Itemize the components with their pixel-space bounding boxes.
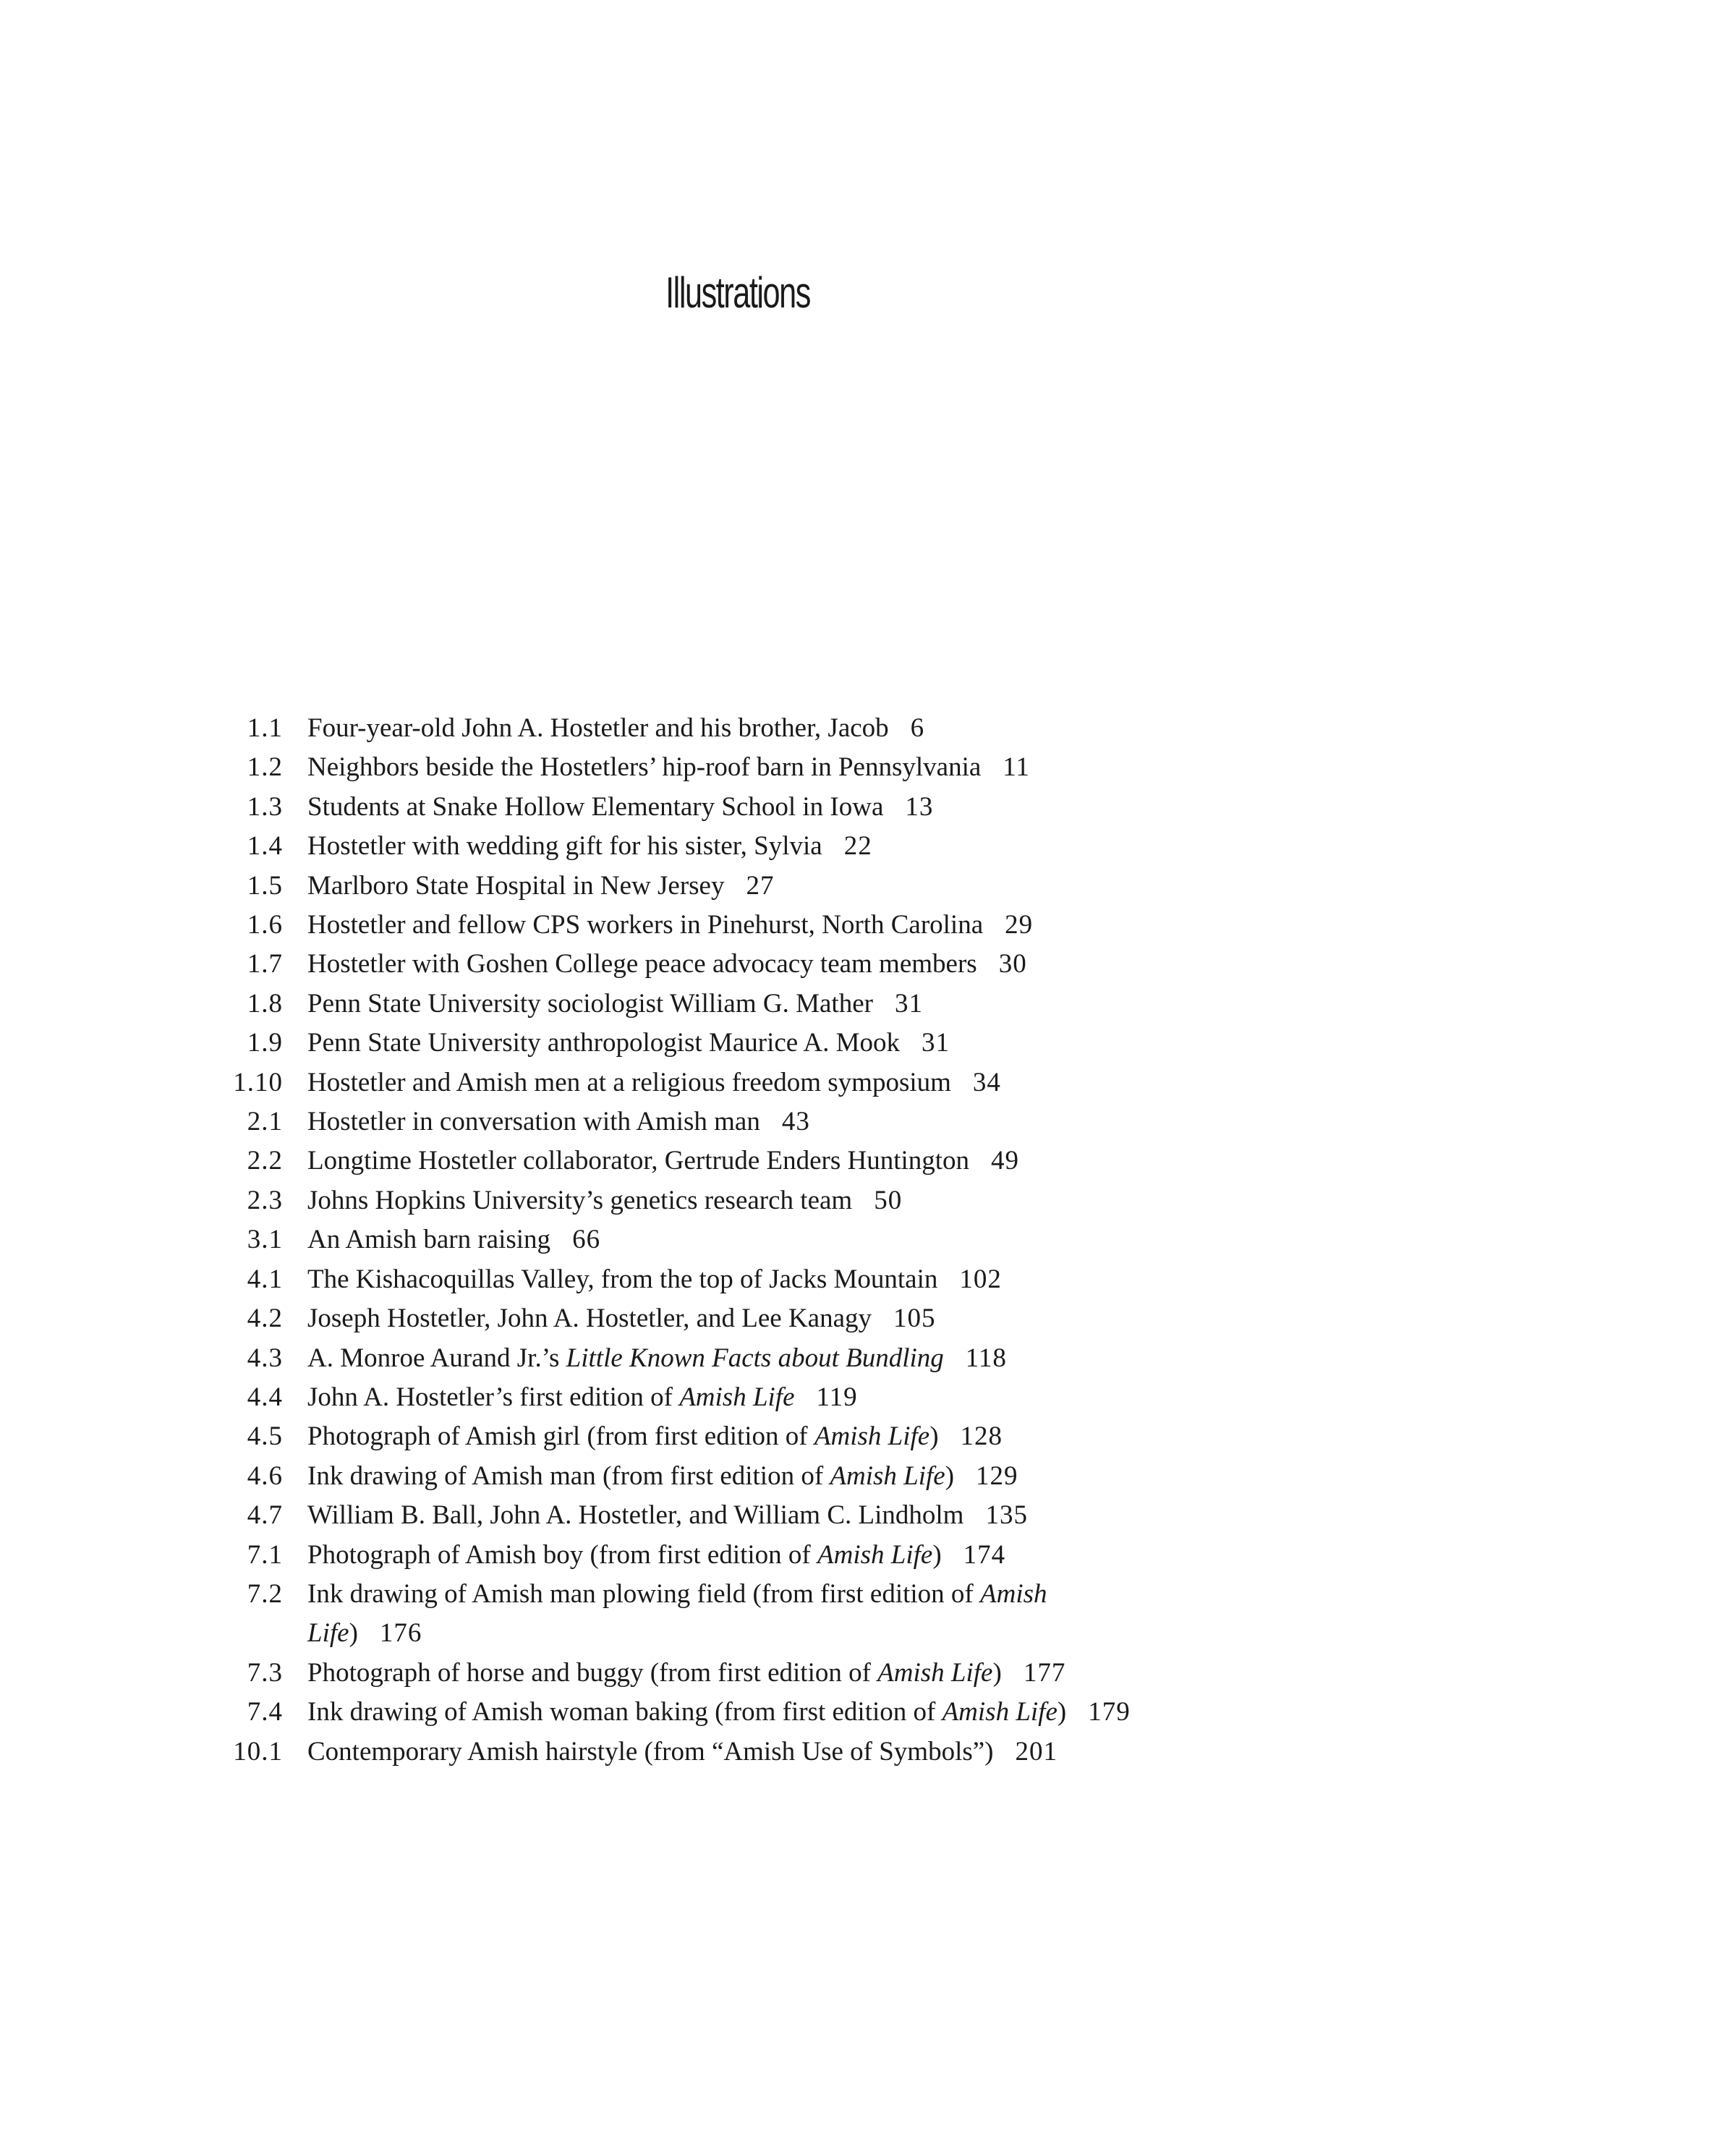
page-number: 201 bbox=[1015, 1736, 1058, 1767]
figure-caption: Johns Hopkins University’s genetics research team 50 bbox=[307, 1185, 903, 1215]
figure-caption: Photograph of Amish boy (from first edition of Amish Life) 174 bbox=[307, 1539, 1006, 1570]
figure-number: 1.4 bbox=[247, 831, 283, 862]
figure-caption: Joseph Hostetler, John A. Hostetler, and Lee Kanagy 105 bbox=[307, 1304, 936, 1334]
figure-number: 7.4 bbox=[247, 1697, 283, 1727]
figure-number: 1.2 bbox=[247, 752, 283, 783]
figure-caption: Hostetler and Amish men at a religious freedom symposium 34 bbox=[307, 1067, 1001, 1097]
figure-caption: A. Monroe Aurand Jr.’s Little Known Facts about Bundling 118 bbox=[307, 1343, 1007, 1373]
figure-number: 10.1 bbox=[233, 1736, 283, 1767]
figure-number: 2.2 bbox=[247, 1146, 283, 1176]
figure-caption: Hostetler and fellow CPS workers in Pinehurst, North Carolina 29 bbox=[307, 910, 1034, 940]
figure-caption: An Amish barn raising 66 bbox=[307, 1225, 601, 1255]
figure-caption: Four-year-old John A. Hostetler and his brother, Jacob 6 bbox=[307, 713, 925, 743]
figure-number: 1.8 bbox=[247, 988, 283, 1019]
figure-caption: Hostetler with wedding gift for his sister, Sylvia 22 bbox=[307, 831, 872, 862]
page-number: 27 bbox=[746, 870, 775, 901]
page-number: 13 bbox=[905, 791, 934, 822]
book-title: Amish Life bbox=[679, 1382, 795, 1412]
figure-number: 4.3 bbox=[247, 1343, 283, 1373]
figure-number: 2.3 bbox=[247, 1185, 283, 1215]
list-item bbox=[0, 1654, 1302, 1693]
page-number: 118 bbox=[965, 1343, 1007, 1373]
figure-caption: Ink drawing of Amish woman baking (from first edition of Amish Life) 179 bbox=[307, 1697, 1131, 1727]
figure-caption: Ink drawing of Amish man (from first edition of Amish Life) 129 bbox=[307, 1461, 1018, 1491]
list-item bbox=[0, 1733, 1302, 1772]
page-number: 105 bbox=[893, 1304, 936, 1334]
page-number: 22 bbox=[843, 831, 872, 862]
figure-caption: Longtime Hostetler collaborator, Gertrude Enders Huntington 49 bbox=[307, 1146, 1020, 1176]
book-title: Amish Life bbox=[877, 1657, 993, 1688]
figure-caption: The Kishacoquillas Valley, from the top of Jacks Mountain 102 bbox=[307, 1264, 1002, 1294]
figure-number: 7.1 bbox=[247, 1539, 283, 1570]
page-number: 128 bbox=[960, 1421, 1003, 1452]
figure-caption: Photograph of horse and buggy (from first edition of Amish Life) 177 bbox=[307, 1657, 1066, 1688]
page-number: 135 bbox=[985, 1500, 1028, 1531]
page-number: 50 bbox=[874, 1185, 903, 1215]
page-number: 119 bbox=[816, 1382, 858, 1412]
figure-number: 4.5 bbox=[247, 1421, 283, 1452]
list-item bbox=[0, 827, 1302, 866]
list-item bbox=[0, 1536, 1302, 1575]
page-number: 34 bbox=[972, 1067, 1001, 1097]
page-title: Illustrations bbox=[665, 268, 810, 317]
page-number: 43 bbox=[781, 1107, 810, 1137]
page-number: 49 bbox=[991, 1146, 1020, 1176]
page-number: 30 bbox=[998, 949, 1027, 979]
list-item bbox=[0, 867, 1302, 906]
figure-caption: John A. Hostetler’s first edition of Amish Life 119 bbox=[307, 1382, 858, 1412]
page-number: 179 bbox=[1088, 1697, 1131, 1727]
list-item bbox=[0, 945, 1302, 984]
page-number: 6 bbox=[910, 713, 925, 743]
list-item bbox=[0, 1260, 1302, 1299]
page-number: 31 bbox=[922, 1028, 950, 1058]
list-item bbox=[0, 1339, 1302, 1378]
list-item bbox=[0, 1299, 1302, 1338]
list-item bbox=[0, 1063, 1302, 1102]
list-item bbox=[0, 906, 1302, 945]
page-number: 66 bbox=[572, 1225, 601, 1255]
figure-number: 1.5 bbox=[247, 870, 283, 901]
figure-number: 1.9 bbox=[247, 1028, 283, 1058]
figure-number: 1.7 bbox=[247, 949, 283, 979]
book-title: Amish Life bbox=[814, 1421, 930, 1452]
figure-caption: William B. Ball, John A. Hostetler, and William C. Lindholm 135 bbox=[307, 1500, 1028, 1531]
figure-number: 1.3 bbox=[247, 791, 283, 822]
page-number: 102 bbox=[959, 1264, 1002, 1294]
page-number: 129 bbox=[976, 1461, 1018, 1491]
figure-caption: Students at Snake Hollow Elementary School in Iowa 13 bbox=[307, 791, 934, 822]
list-item bbox=[0, 1142, 1302, 1181]
book-title: Little Known Facts about Bundling bbox=[566, 1343, 944, 1373]
figure-number: 4.6 bbox=[247, 1461, 283, 1491]
list-item bbox=[0, 1496, 1302, 1535]
book-title: Amish Life bbox=[942, 1697, 1058, 1727]
list-item bbox=[0, 1457, 1302, 1496]
figure-caption: Penn State University sociologist William G. Mather 31 bbox=[307, 988, 923, 1019]
figure-caption: Ink drawing of Amish man plowing field (from first edition of Amish Life) 176 bbox=[307, 1578, 1047, 1649]
list-item bbox=[0, 1181, 1302, 1220]
figure-caption: Contemporary Amish hairstyle (from “Amish Use of Symbols”) 201 bbox=[307, 1736, 1058, 1767]
figure-number: 3.1 bbox=[247, 1225, 283, 1255]
page-number: 176 bbox=[379, 1618, 422, 1649]
illustrations-list bbox=[0, 709, 1302, 1772]
figure-number: 7.2 bbox=[247, 1578, 283, 1609]
figure-number: 4.4 bbox=[247, 1382, 283, 1412]
list-item bbox=[0, 1102, 1302, 1142]
figure-number: 1.6 bbox=[247, 910, 283, 940]
page-number: 177 bbox=[1023, 1657, 1066, 1688]
figure-number: 4.7 bbox=[247, 1500, 283, 1531]
list-item bbox=[0, 709, 1302, 748]
list-item bbox=[0, 1220, 1302, 1259]
list-item bbox=[0, 1024, 1302, 1063]
book-title: Amish Life bbox=[830, 1461, 945, 1491]
book-title: Amish Life bbox=[307, 1578, 1047, 1649]
list-item bbox=[0, 985, 1302, 1024]
list-item bbox=[0, 788, 1302, 827]
page-number: 11 bbox=[1003, 752, 1030, 783]
figure-number: 2.1 bbox=[247, 1107, 283, 1137]
list-item bbox=[0, 1575, 1302, 1654]
book-title: Amish Life bbox=[817, 1539, 933, 1570]
page-number: 31 bbox=[894, 988, 923, 1019]
figure-caption: Photograph of Amish girl (from first edition of Amish Life) 128 bbox=[307, 1421, 1003, 1452]
figure-caption: Hostetler in conversation with Amish man 43 bbox=[307, 1107, 810, 1137]
figure-caption: Penn State University anthropologist Maurice A. Mook 31 bbox=[307, 1028, 950, 1058]
page-number: 29 bbox=[1005, 910, 1034, 940]
list-item bbox=[0, 1693, 1302, 1732]
figure-caption: Neighbors beside the Hostetlers’ hip-roof barn in Pennsylvania 11 bbox=[307, 752, 1030, 783]
page-number: 174 bbox=[963, 1539, 1006, 1570]
figure-number: 4.1 bbox=[247, 1264, 283, 1294]
list-item bbox=[0, 1417, 1302, 1456]
list-item bbox=[0, 748, 1302, 787]
figure-number: 1.10 bbox=[233, 1067, 283, 1097]
figure-number: 4.2 bbox=[247, 1304, 283, 1334]
figure-number: 7.3 bbox=[247, 1657, 283, 1688]
figure-caption: Hostetler with Goshen College peace advocacy team members 30 bbox=[307, 949, 1027, 979]
list-item bbox=[0, 1378, 1302, 1417]
figure-number: 1.1 bbox=[247, 713, 283, 743]
figure-caption: Marlboro State Hospital in New Jersey 27 bbox=[307, 870, 775, 901]
